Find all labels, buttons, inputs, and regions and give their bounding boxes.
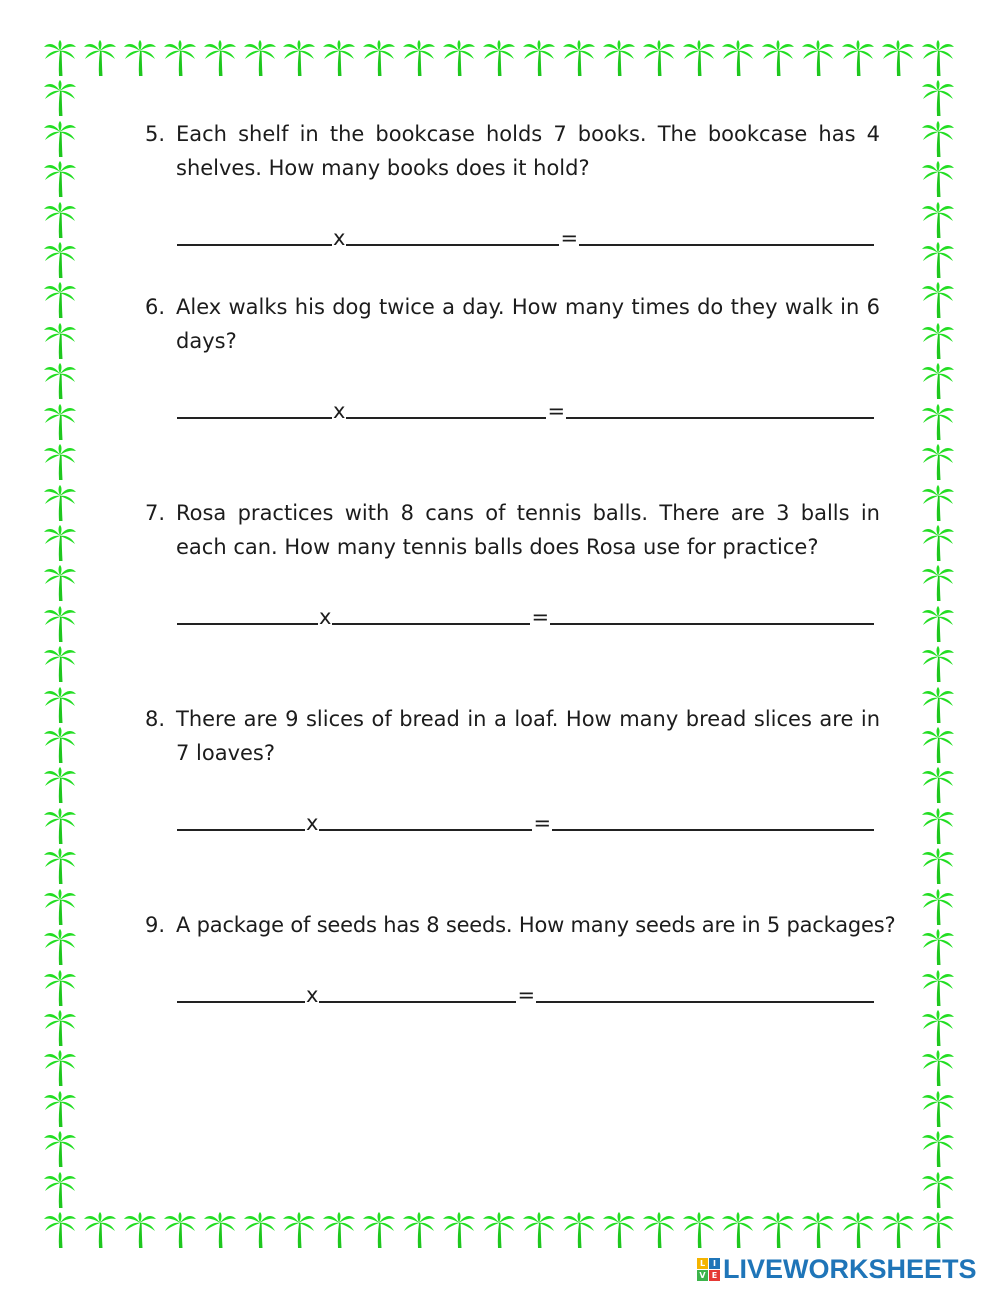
question-number: 5.	[145, 122, 166, 146]
palm-tree-icon	[43, 847, 77, 885]
palm-tree-icon	[43, 807, 77, 845]
palm-tree-icon	[562, 1211, 596, 1249]
product-blank[interactable]	[550, 623, 874, 625]
equals-sign: =	[531, 605, 550, 629]
palm-tree-icon	[921, 79, 955, 117]
palm-tree-icon	[761, 1211, 795, 1249]
palm-tree-icon	[402, 39, 436, 77]
palm-tree-icon	[562, 39, 596, 77]
palm-tree-icon	[841, 1211, 875, 1249]
palm-tree-icon	[43, 1171, 77, 1209]
palm-tree-icon	[203, 39, 237, 77]
palm-tree-icon	[721, 39, 755, 77]
question-text: Rosa practices with 8 cans of tennis balls. There are 3 balls in each can. How many tennis balls does Rosa use for practice?	[176, 501, 880, 559]
palm-tree-icon	[282, 39, 316, 77]
palm-tree-icon	[921, 1211, 955, 1249]
palm-tree-icon	[921, 281, 955, 319]
logo-badge-icon	[697, 1258, 720, 1281]
palm-tree-icon	[43, 39, 77, 77]
palm-tree-icon	[43, 160, 77, 198]
factor-2-blank[interactable]	[319, 1001, 516, 1003]
palm-tree-icon	[921, 564, 955, 602]
palm-tree-icon	[43, 726, 77, 764]
palm-tree-icon	[43, 281, 77, 319]
multiply-sign: x	[306, 983, 319, 1007]
factor-2-blank[interactable]	[319, 829, 532, 831]
palm-tree-icon	[602, 1211, 636, 1249]
palm-tree-icon	[921, 322, 955, 360]
palm-tree-icon	[43, 201, 77, 239]
palm-tree-icon	[83, 1211, 117, 1249]
palm-tree-icon	[642, 1211, 676, 1249]
palm-tree-icon	[43, 120, 77, 158]
palm-tree-icon	[43, 928, 77, 966]
palm-tree-icon	[721, 1211, 755, 1249]
palm-tree-icon	[921, 766, 955, 804]
question-text: Alex walks his dog twice a day. How many times do they walk in 6 days?	[176, 295, 880, 353]
factor-2-blank[interactable]	[346, 417, 546, 419]
question-number: 8.	[145, 707, 166, 731]
palm-tree-icon	[642, 39, 676, 77]
product-blank[interactable]	[536, 1001, 874, 1003]
palm-tree-icon	[322, 39, 356, 77]
palm-tree-icon	[362, 39, 396, 77]
palm-tree-icon	[921, 1090, 955, 1128]
palm-tree-icon	[921, 484, 955, 522]
answer-row-9	[177, 983, 874, 1005]
palm-tree-icon	[921, 847, 955, 885]
palm-tree-icon	[43, 1009, 77, 1047]
palm-tree-icon	[921, 362, 955, 400]
palm-tree-icon	[522, 1211, 556, 1249]
palm-tree-icon	[522, 39, 556, 77]
palm-tree-icon	[43, 524, 77, 562]
palm-tree-icon	[921, 1009, 955, 1047]
palm-tree-icon	[43, 645, 77, 683]
palm-tree-icon	[921, 160, 955, 198]
palm-tree-icon	[921, 928, 955, 966]
question-8	[145, 702, 880, 770]
palm-tree-icon	[921, 726, 955, 764]
palm-tree-icon	[163, 1211, 197, 1249]
palm-tree-icon	[921, 969, 955, 1007]
palm-tree-icon	[43, 1130, 77, 1168]
multiply-sign: x	[306, 811, 319, 835]
palm-tree-icon	[921, 645, 955, 683]
palm-tree-icon	[682, 1211, 716, 1249]
question-5	[145, 117, 880, 185]
question-text: Each shelf in the bookcase holds 7 books. The bookcase has 4 shelves. How many books does it hold?	[176, 122, 880, 180]
question-number: 6.	[145, 295, 166, 319]
palm-tree-icon	[921, 120, 955, 158]
palm-tree-icon	[243, 1211, 277, 1249]
liveworksheets-logo	[697, 1254, 977, 1284]
palm-tree-icon	[43, 605, 77, 643]
palm-tree-icon	[921, 241, 955, 279]
palm-tree-icon	[761, 39, 795, 77]
question-number: 9.	[145, 913, 166, 937]
palm-tree-icon	[801, 39, 835, 77]
equals-sign: =	[560, 226, 579, 250]
logo-text: LIVEWORKSHEETS	[723, 1253, 977, 1284]
factor-2-blank[interactable]	[332, 623, 530, 625]
palm-tree-icon	[362, 1211, 396, 1249]
palm-tree-icon	[123, 39, 157, 77]
factor-1-blank[interactable]	[177, 417, 332, 419]
palm-tree-icon	[43, 686, 77, 724]
palm-tree-icon	[123, 1211, 157, 1249]
palm-tree-icon	[83, 39, 117, 77]
product-blank[interactable]	[552, 829, 874, 831]
palm-tree-icon	[801, 1211, 835, 1249]
palm-tree-icon	[203, 1211, 237, 1249]
palm-tree-icon	[602, 39, 636, 77]
factor-1-blank[interactable]	[177, 1001, 305, 1003]
palm-tree-icon	[921, 807, 955, 845]
palm-tree-icon	[442, 1211, 476, 1249]
product-blank[interactable]	[579, 244, 874, 246]
palm-tree-icon	[921, 605, 955, 643]
logo-badge-letter: I	[709, 1258, 720, 1269]
palm-tree-icon	[282, 1211, 316, 1249]
factor-2-blank[interactable]	[346, 244, 559, 246]
palm-tree-icon	[921, 888, 955, 926]
palm-tree-icon	[482, 39, 516, 77]
factor-1-blank[interactable]	[177, 829, 305, 831]
palm-tree-icon	[482, 1211, 516, 1249]
palm-tree-icon	[43, 484, 77, 522]
palm-tree-icon	[881, 1211, 915, 1249]
factor-1-blank[interactable]	[177, 244, 332, 246]
palm-tree-icon	[243, 39, 277, 77]
palm-tree-icon	[881, 39, 915, 77]
palm-tree-icon	[43, 403, 77, 441]
palm-tree-icon	[43, 1211, 77, 1249]
palm-tree-icon	[43, 766, 77, 804]
palm-tree-icon	[43, 1090, 77, 1128]
palm-tree-icon	[43, 362, 77, 400]
palm-tree-icon	[43, 241, 77, 279]
palm-tree-icon	[921, 403, 955, 441]
product-blank[interactable]	[566, 417, 874, 419]
question-6	[145, 290, 880, 358]
question-7	[145, 496, 880, 564]
logo-badge-letter: L	[697, 1258, 708, 1269]
question-text: There are 9 slices of bread in a loaf. How many bread slices are in 7 loaves?	[176, 707, 880, 765]
question-9	[145, 908, 896, 942]
logo-badge-letter: V	[697, 1270, 708, 1281]
palm-tree-icon	[921, 1130, 955, 1168]
palm-tree-icon	[402, 1211, 436, 1249]
palm-tree-icon	[921, 201, 955, 239]
palm-tree-icon	[921, 443, 955, 481]
multiply-sign: x	[333, 399, 346, 423]
question-number: 7.	[145, 501, 166, 525]
palm-tree-icon	[43, 322, 77, 360]
answer-row-7	[177, 605, 874, 627]
equals-sign: =	[533, 811, 552, 835]
multiply-sign: x	[319, 605, 332, 629]
palm-tree-icon	[442, 39, 476, 77]
equals-sign: =	[547, 399, 566, 423]
palm-tree-icon	[43, 888, 77, 926]
palm-tree-icon	[163, 39, 197, 77]
palm-tree-icon	[43, 79, 77, 117]
answer-row-6	[177, 399, 874, 421]
equals-sign: =	[517, 983, 536, 1007]
answer-row-5	[177, 226, 874, 248]
answer-row-8	[177, 811, 874, 833]
multiply-sign: x	[333, 226, 346, 250]
question-text: A package of seeds has 8 seeds. How many seeds are in 5 packages?	[176, 913, 896, 937]
palm-tree-icon	[921, 524, 955, 562]
palm-tree-icon	[921, 1171, 955, 1209]
palm-tree-icon	[841, 39, 875, 77]
palm-tree-icon	[682, 39, 716, 77]
palm-tree-icon	[921, 1049, 955, 1087]
palm-tree-icon	[43, 443, 77, 481]
palm-tree-icon	[43, 969, 77, 1007]
logo-badge-letter: E	[709, 1270, 720, 1281]
factor-1-blank[interactable]	[177, 623, 318, 625]
palm-tree-icon	[921, 39, 955, 77]
palm-tree-icon	[921, 686, 955, 724]
palm-tree-icon	[322, 1211, 356, 1249]
palm-tree-icon	[43, 564, 77, 602]
palm-tree-icon	[43, 1049, 77, 1087]
